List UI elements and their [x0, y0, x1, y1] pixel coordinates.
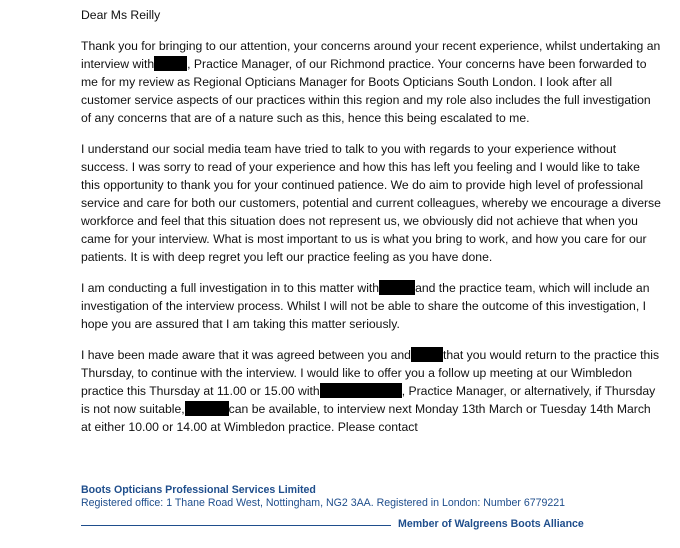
- letter-footer: [81, 484, 661, 510]
- redaction-block: [379, 280, 415, 295]
- paragraph-3-text-a: I am conducting a full investigation in to this matter with: [81, 281, 380, 295]
- paragraph-3: [81, 279, 661, 333]
- paragraph-4-text-d: can be available, to interview next Monday 13th March or Tuesday 14th March at either 10.00 or 14.00 at Wimbledon practice. Please contact: [81, 402, 651, 434]
- letter-body: [81, 6, 661, 449]
- company-name: Boots Opticians Professional Services Limited: [81, 484, 316, 496]
- paragraph-4-text-a: I have been made aware that it was agreed between you and: [81, 348, 411, 362]
- paragraph-4-text-c: , Practice Manager, or alternatively, if Thursday is not now suitable,: [81, 384, 656, 416]
- member-alliance-text: Member of Walgreens Boots Alliance: [398, 518, 584, 530]
- paragraph-1-text-b: , Practice Manager, of our Richmond practice. Your concerns have been forwarded to me for my review as Regional Opticians Manager for Boots Opticians South London. I look after all customer service aspects of our practices within this region and my role also includes the full investigation of any concerns that are of a nature such as this, hence this being escalated to me.: [81, 57, 651, 125]
- footer-divider: [81, 525, 391, 526]
- redaction-block: [320, 383, 402, 398]
- paragraph-1: [81, 37, 661, 127]
- redaction-block: [154, 56, 187, 71]
- paragraph-4-text-b: that you would return to the practice this Thursday, to continue with the interview. I would like to offer you a follow up meeting at our Wimbledon practice this Thursday at 11.00 or 15.00 with: [81, 348, 660, 398]
- greeting: Dear Ms Reilly: [81, 8, 161, 22]
- paragraph-1-text-a: Thank you for bringing to our attention, your concerns around your recent experience, whilst undertaking an interview with: [81, 39, 661, 71]
- paragraph-3-text-b: and the practice team, which will include an investigation of the interview process. Whilst I will not be able to share the outcome of this investigation, I hope you are assured that I am taking this matter seriously.: [81, 281, 650, 331]
- paragraph-2: I understand our social media team have tried to talk to you with regards to your experience without success. I was sorry to read of your experience and how this has left you feeling and I would like to take this opportunity to thank you for your continued patience. We do aim to provide high level of professional service and care for both our customers, potential and current colleagues, whereby we encourage a diverse workforce and feel that this situation does not represent us, we obviously did not achieve that when you came for your interview. What is most important to us is what you bring to work, and how you care for our patients. It is with deep regret you left our practice feeling as you have done.: [81, 142, 661, 264]
- redaction-block: [185, 401, 229, 416]
- redaction-block: [411, 347, 443, 362]
- paragraph-4: [81, 346, 661, 436]
- footer-rule-row: [81, 518, 601, 532]
- registered-office: Registered office: 1 Thane Road West, Nottingham, NG2 3AA. Registered in London: Number 6779221: [81, 497, 566, 509]
